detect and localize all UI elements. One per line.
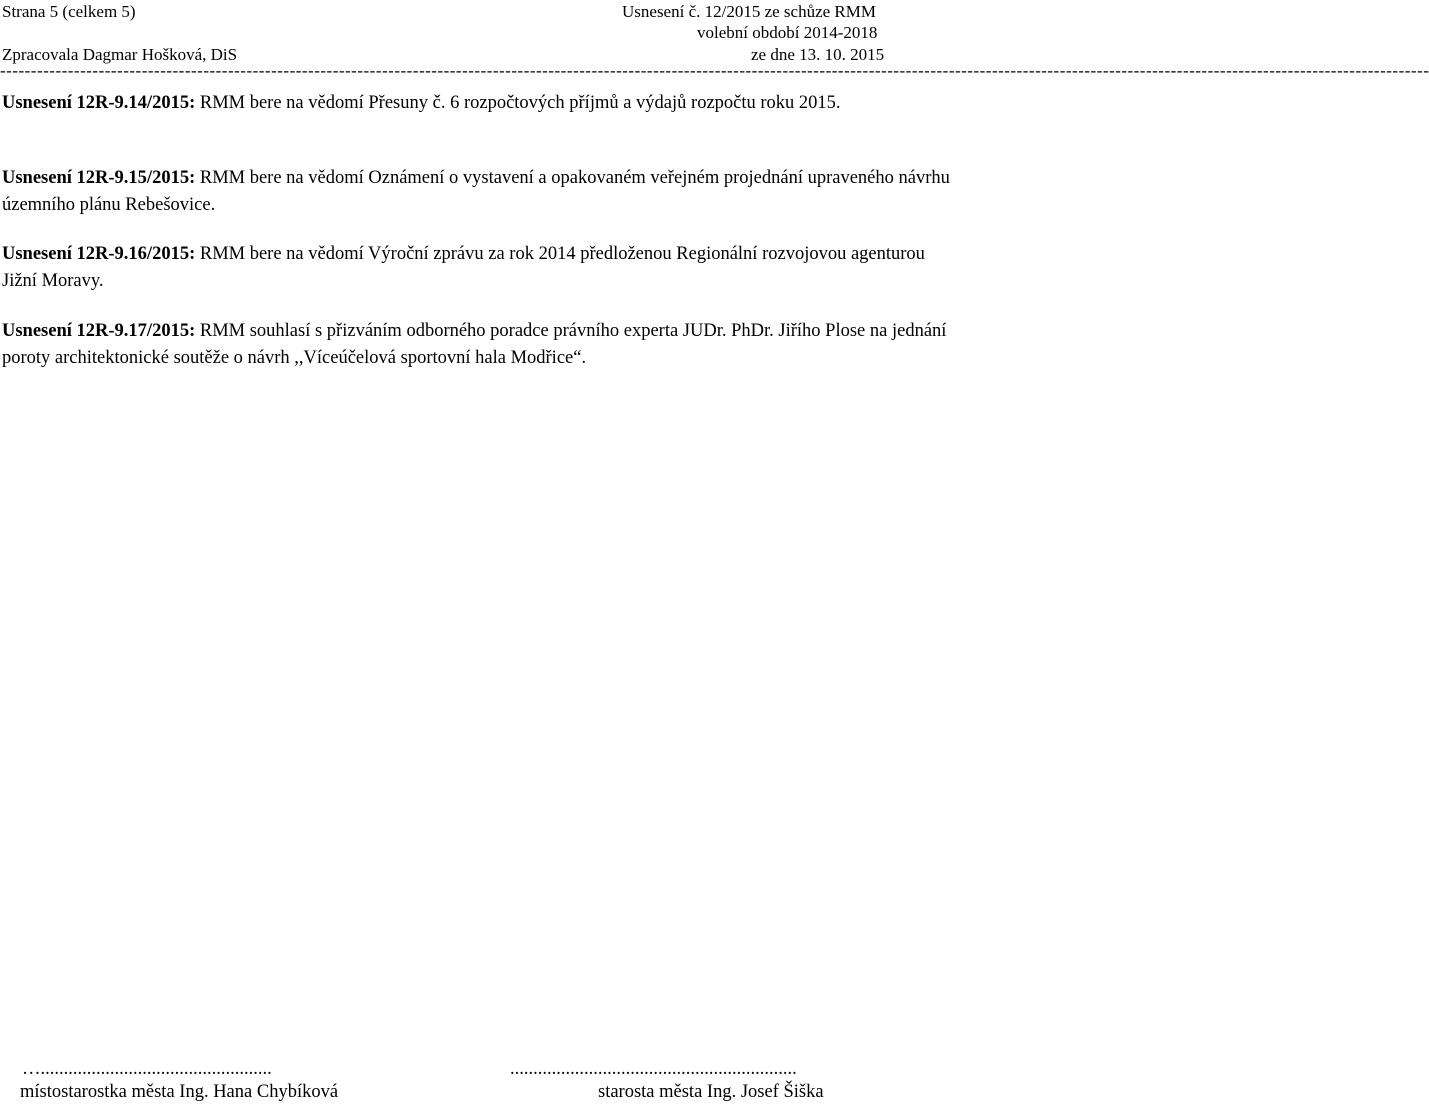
signature-line-right: .............................................................. bbox=[510, 1059, 797, 1079]
resolution-number: 12R-9.17/2015: bbox=[76, 321, 196, 341]
resolution-item bbox=[2, 318, 957, 372]
resolution-number: 12R-9.15/2015: bbox=[76, 168, 196, 188]
resolution-text: RMM bere na vědomí Přesuny č. 6 rozpočtových příjmů a výdajů rozpočtu roku 2015. bbox=[199, 93, 841, 113]
signature-line-left: ….................................................. bbox=[22, 1059, 272, 1079]
resolution-title: Usnesení č. 12/2015 ze schůze RMM bbox=[622, 2, 877, 21]
resolution-text: RMM bere na vědomí Oznámení o vystavení a opakovaném veřejném projednání upraveného návrhu územního plánu Rebešovice. bbox=[2, 168, 950, 215]
resolution-number: 12R-9.16/2015: bbox=[76, 244, 196, 264]
resolution-label: Usnesení bbox=[2, 321, 72, 341]
author: Zpracovala Dagmar Hošková, DiS bbox=[2, 45, 238, 64]
resolution-item bbox=[2, 241, 957, 295]
resolution-label: Usnesení bbox=[2, 168, 72, 188]
resolution-number: 12R-9.14/2015: bbox=[76, 93, 196, 113]
header-divider: ---------------------------------------------------------------------------------------------------------------------------------------------------------------------------------------------------------------------------------------- bbox=[0, 61, 1429, 80]
page-info: Strana 5 (celkem 5) bbox=[2, 2, 136, 21]
resolution-label: Usnesení bbox=[2, 244, 72, 264]
meeting-date: ze dne 13. 10. 2015 bbox=[751, 45, 885, 64]
resolution-item bbox=[2, 165, 957, 219]
resolution-item bbox=[2, 90, 957, 117]
election-period: volební období 2014-2018 bbox=[697, 23, 878, 42]
resolution-text: RMM bere na vědomí Výroční zprávu za rok 2014 předloženou Regionální rozvojovou agenturou Jižní Moravy. bbox=[2, 244, 925, 291]
resolution-text: RMM souhlasí s přizváním odborného poradce právního experta JUDr. PhDr. Jiřího Plose na jednání poroty architektonické soutěže o návrh ,,Víceúčelová sportovní hala Modřice“. bbox=[2, 321, 947, 368]
resolution-label: Usnesení bbox=[2, 93, 72, 113]
signature-name-right: starosta města Ing. Josef Šiška bbox=[598, 1082, 824, 1102]
signature-name-left: místostarostka města Ing. Hana Chybíková bbox=[20, 1082, 339, 1102]
